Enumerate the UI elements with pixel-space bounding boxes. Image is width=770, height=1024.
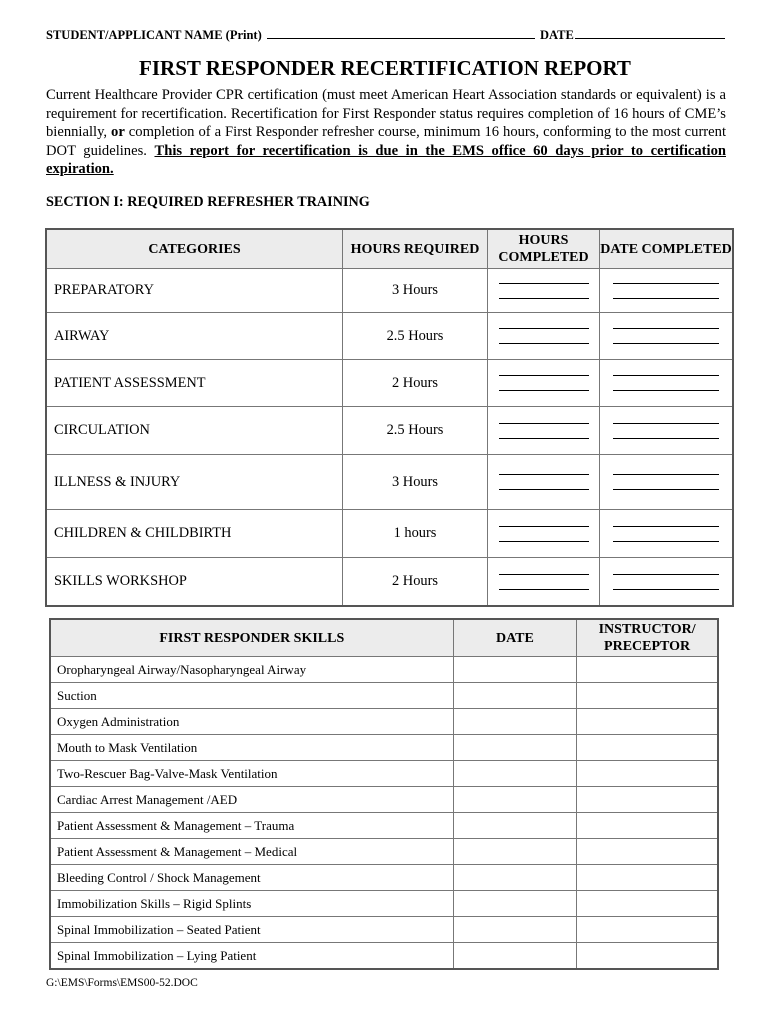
skill-name: Patient Assessment & Management – Medical <box>51 839 454 865</box>
col-hours-required: HOURS REQUIRED <box>343 230 488 269</box>
form-title: FIRST RESPONDER RECERTIFICATION REPORT <box>139 56 631 80</box>
skill-instructor-field[interactable] <box>577 865 717 891</box>
skill-row <box>51 813 717 839</box>
intro-part1: Current Healthcare Provider CPR certification (must meet American Heart Association standards or equivalent) is a requirement for recertification. Recertification for First Responder status requires completion of 16 hours of CME’s biennially, <box>46 87 726 141</box>
hours-required: 2 Hours <box>343 558 488 605</box>
col-categories: CATEGORIES <box>47 230 343 269</box>
skill-name: Oxygen Administration <box>51 709 454 735</box>
col-instructor: INSTRUCTOR/ PRECEPTOR <box>577 620 717 657</box>
hours-completed-field[interactable] <box>488 455 600 510</box>
col-skills: FIRST RESPONDER SKILLS <box>51 620 454 657</box>
hours-required: 2 Hours <box>343 360 488 407</box>
skill-date-field[interactable] <box>454 917 578 943</box>
skill-row <box>51 943 717 968</box>
category-name: CHILDREN & CHILDBIRTH <box>47 510 343 558</box>
skill-instructor-field[interactable] <box>577 839 717 865</box>
skill-date-field[interactable] <box>454 735 578 761</box>
skill-instructor-field[interactable] <box>577 761 717 787</box>
skill-row <box>51 761 717 787</box>
hours-completed-field[interactable] <box>488 407 600 455</box>
skill-name: Spinal Immobilization – Seated Patient <box>51 917 454 943</box>
name-label: STUDENT/APPLICANT NAME (Print) <box>46 28 262 42</box>
intro-part2: completion of a First Responder refresher course, minimum 16 hours, conforming to the most current DOT guidelines. <box>46 124 726 159</box>
intro-emphasis: This report for recertification is due in the EMS office 60 days prior to certification expiration. <box>46 142 726 178</box>
refresher-training-table <box>45 228 734 607</box>
skill-date-field[interactable] <box>454 865 578 891</box>
name-field[interactable] <box>267 28 535 39</box>
skill-date-field[interactable] <box>454 943 578 968</box>
skill-instructor-field[interactable] <box>577 917 717 943</box>
category-name: SKILLS WORKSHOP <box>47 558 343 605</box>
date-completed-field[interactable] <box>600 510 732 558</box>
skill-instructor-field[interactable] <box>577 943 717 968</box>
date-completed-field[interactable] <box>600 407 732 455</box>
intro-paragraph <box>46 86 726 179</box>
hours-completed-field[interactable] <box>488 313 600 360</box>
skill-instructor-field[interactable] <box>577 735 717 761</box>
date-completed-field[interactable] <box>600 455 732 510</box>
category-name: CIRCULATION <box>47 407 343 455</box>
hours-completed-field[interactable] <box>488 510 600 558</box>
skill-row <box>51 735 717 761</box>
hours-required: 3 Hours <box>343 269 488 313</box>
skill-instructor-field[interactable] <box>577 787 717 813</box>
skill-name: Bleeding Control / Shock Management <box>51 865 454 891</box>
skill-date-field[interactable] <box>454 839 578 865</box>
table-header-row <box>47 230 732 269</box>
skill-date-field[interactable] <box>454 657 578 683</box>
skills-table <box>49 618 719 970</box>
skill-date-field[interactable] <box>454 813 578 839</box>
skill-instructor-field[interactable] <box>577 813 717 839</box>
hours-completed-field[interactable] <box>488 269 600 313</box>
intro-or: or <box>111 124 125 141</box>
date-completed-field[interactable] <box>600 360 732 407</box>
table-row <box>47 510 732 558</box>
skill-row <box>51 865 717 891</box>
skill-name: Patient Assessment & Management – Trauma <box>51 813 454 839</box>
skill-row <box>51 787 717 813</box>
category-name: ILLNESS & INJURY <box>47 455 343 510</box>
col-date-completed: DATE COMPLETED <box>600 230 732 269</box>
skill-row <box>51 839 717 865</box>
skill-date-field[interactable] <box>454 787 578 813</box>
skill-instructor-field[interactable] <box>577 657 717 683</box>
table-row <box>47 455 732 510</box>
skill-row <box>51 657 717 683</box>
skill-name: Immobilization Skills – Rigid Splints <box>51 891 454 917</box>
date-field[interactable] <box>575 28 725 39</box>
skill-row <box>51 917 717 943</box>
date-completed-field[interactable] <box>600 558 732 605</box>
applicant-header <box>46 28 726 43</box>
category-name: PREPARATORY <box>47 269 343 313</box>
skill-date-field[interactable] <box>454 891 578 917</box>
hours-required: 3 Hours <box>343 455 488 510</box>
skills-header-row <box>51 620 717 657</box>
hours-completed-field[interactable] <box>488 360 600 407</box>
skill-row <box>51 891 717 917</box>
skill-instructor-field[interactable] <box>577 891 717 917</box>
skill-row <box>51 709 717 735</box>
date-completed-field[interactable] <box>600 313 732 360</box>
hours-required: 2.5 Hours <box>343 313 488 360</box>
hours-completed-field[interactable] <box>488 558 600 605</box>
skill-date-field[interactable] <box>454 683 578 709</box>
skill-name: Oropharyngeal Airway/Nasopharyngeal Airway <box>51 657 454 683</box>
table-row <box>47 313 732 360</box>
skill-instructor-field[interactable] <box>577 709 717 735</box>
section-1-heading: SECTION I: REQUIRED REFRESHER TRAINING <box>46 194 370 210</box>
hours-required: 1 hours <box>343 510 488 558</box>
date-label: DATE <box>540 28 574 42</box>
table-row <box>47 407 732 455</box>
table-row <box>47 360 732 407</box>
skill-instructor-field[interactable] <box>577 683 717 709</box>
skill-date-field[interactable] <box>454 761 578 787</box>
table-row <box>47 269 732 313</box>
date-completed-field[interactable] <box>600 269 732 313</box>
col-date: DATE <box>454 620 578 657</box>
skill-name: Two-Rescuer Bag-Valve-Mask Ventilation <box>51 761 454 787</box>
skill-row <box>51 683 717 709</box>
skill-name: Mouth to Mask Ventilation <box>51 735 454 761</box>
hours-required: 2.5 Hours <box>343 407 488 455</box>
skill-name: Cardiac Arrest Management /AED <box>51 787 454 813</box>
skill-date-field[interactable] <box>454 709 578 735</box>
file-path-footer: G:\EMS\Forms\EMS00-52.DOC <box>46 977 198 989</box>
skill-name: Suction <box>51 683 454 709</box>
col-hours-completed: HOURS COMPLETED <box>488 230 600 269</box>
category-name: PATIENT ASSESSMENT <box>47 360 343 407</box>
table-row <box>47 558 732 605</box>
category-name: AIRWAY <box>47 313 343 360</box>
skill-name: Spinal Immobilization – Lying Patient <box>51 943 454 968</box>
